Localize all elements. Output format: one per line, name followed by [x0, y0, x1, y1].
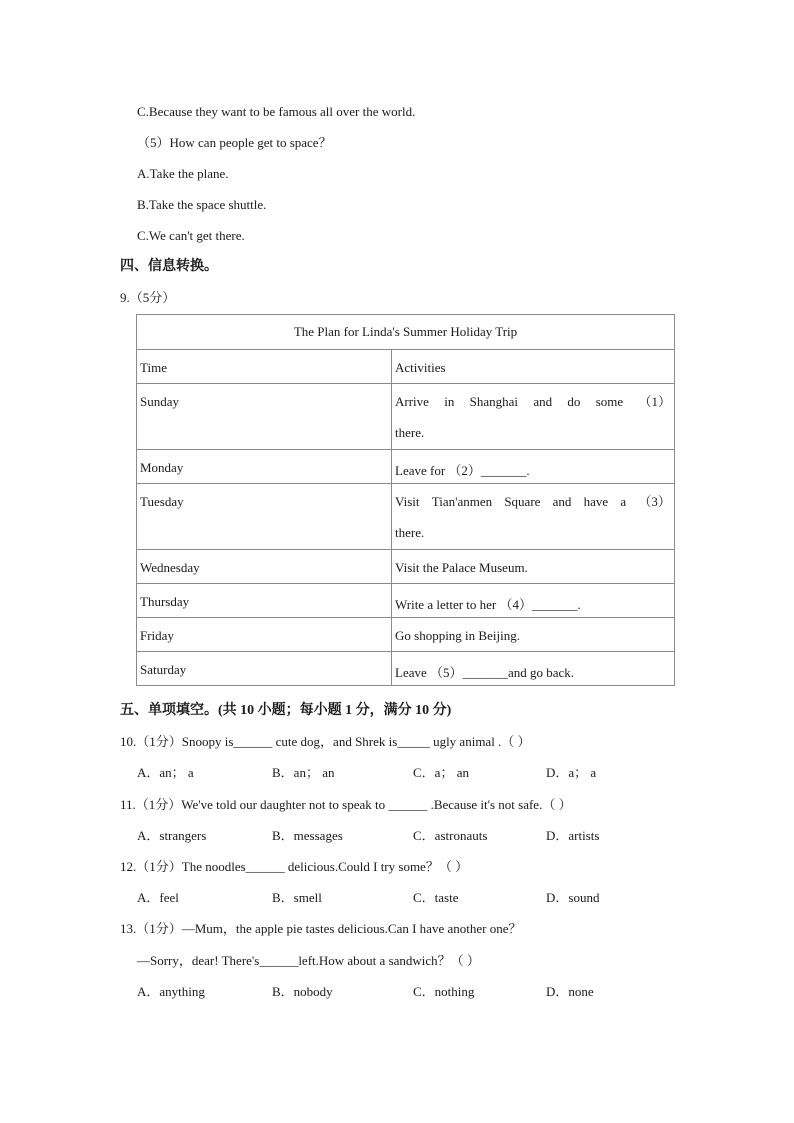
activity-line: there. — [395, 525, 425, 540]
q13-option-c[interactable]: C．nothing — [413, 984, 475, 999]
q5-option-c: C.We can't get there. — [137, 228, 245, 243]
row-time: Sunday — [137, 384, 392, 450]
q5-option-a: A.Take the plane. — [137, 166, 229, 181]
word: Square — [504, 494, 541, 509]
row-time: Wednesday — [137, 550, 392, 584]
row-activity: Go shopping in Beijing. — [392, 618, 675, 652]
row-activity: Leave for （2）_______. — [392, 450, 675, 484]
q12-option-b[interactable]: B．smell — [272, 890, 322, 905]
word: and — [552, 494, 572, 509]
header-time: Time — [137, 350, 392, 384]
q13-option-a[interactable]: A．anything — [137, 984, 205, 999]
q12-option-a[interactable]: A．feel — [137, 890, 179, 905]
word: and — [533, 394, 553, 409]
row-time: Thursday — [137, 584, 392, 618]
q10-stem: 10.（1分）Snoopy is______ cute dog，and Shrek is_____ ugly animal .（ ） — [120, 734, 531, 749]
activity-line — [395, 494, 671, 510]
row-time: Saturday — [137, 652, 392, 686]
blank-number: （1） — [638, 394, 671, 409]
q4-option-c: C.Because they want to be famous all over the world. — [137, 104, 416, 119]
word: some — [595, 394, 624, 409]
section4-heading: 四、信息转换。 — [120, 259, 218, 274]
activity-line: there. — [395, 425, 425, 440]
word: Tian'anmen — [431, 494, 493, 509]
q13-option-b[interactable]: B．nobody — [272, 984, 333, 999]
q12-option-d[interactable]: D．sound — [546, 890, 600, 905]
plan-table-title: The Plan for Linda's Summer Holiday Trip — [137, 315, 675, 350]
blank-number: （3） — [638, 494, 671, 509]
q11-stem: 11.（1分）We've told our daughter not to speak to ______ .Because it's not safe.（ ） — [120, 797, 572, 812]
q5-stem: （5）How can people get to space？ — [137, 135, 332, 150]
row-activity: Leave （5）_______and go back. — [392, 652, 675, 686]
q13-stem-reply: —Sorry，dear! There's______left.How about a sandwich？（ ） — [137, 953, 480, 968]
q11-option-b[interactable]: B．messages — [272, 828, 343, 843]
word: Arrive — [395, 394, 429, 409]
word: a — [620, 494, 627, 509]
q12-option-c[interactable]: C．taste — [413, 890, 459, 905]
q11-option-a[interactable]: A．strangers — [137, 828, 207, 843]
word: Shanghai — [469, 394, 519, 409]
section5-heading: 五、单项填空。(共 10 小题；每小题 1 分，满分 10 分) — [120, 703, 452, 718]
q11-option-c[interactable]: C．astronauts — [413, 828, 488, 843]
word: have — [583, 494, 609, 509]
q10-option-c[interactable]: C．a； an — [413, 765, 469, 780]
row-activity — [392, 484, 675, 550]
row-time: Monday — [137, 450, 392, 484]
q10-option-d[interactable]: D．a； a — [546, 765, 597, 780]
q12-stem: 12.（1分）The noodles______ delicious.Could I try some？（ ） — [120, 859, 469, 874]
word: do — [567, 394, 581, 409]
q10-option-b[interactable]: B．an； an — [272, 765, 335, 780]
q9-label: 9.（5分） — [120, 290, 176, 305]
row-time: Friday — [137, 618, 392, 652]
word: Visit — [395, 494, 420, 509]
q11-option-d[interactable]: D．artists — [546, 828, 600, 843]
plan-table — [136, 314, 675, 686]
q13-option-d[interactable]: D．none — [546, 984, 594, 999]
activity-line — [395, 394, 671, 410]
row-activity: Write a letter to her （4）_______. — [392, 584, 675, 618]
row-activity: Visit the Palace Museum. — [392, 550, 675, 584]
q10-option-a[interactable]: A．an； a — [137, 765, 194, 780]
word: in — [444, 394, 455, 409]
q13-stem: 13.（1分）—Mum，the apple pie tastes delicious.Can I have another one？ — [120, 921, 522, 936]
row-time: Tuesday — [137, 484, 392, 550]
row-activity — [392, 384, 675, 450]
q5-option-b: B.Take the space shuttle. — [137, 197, 267, 212]
header-activities: Activities — [392, 350, 675, 384]
